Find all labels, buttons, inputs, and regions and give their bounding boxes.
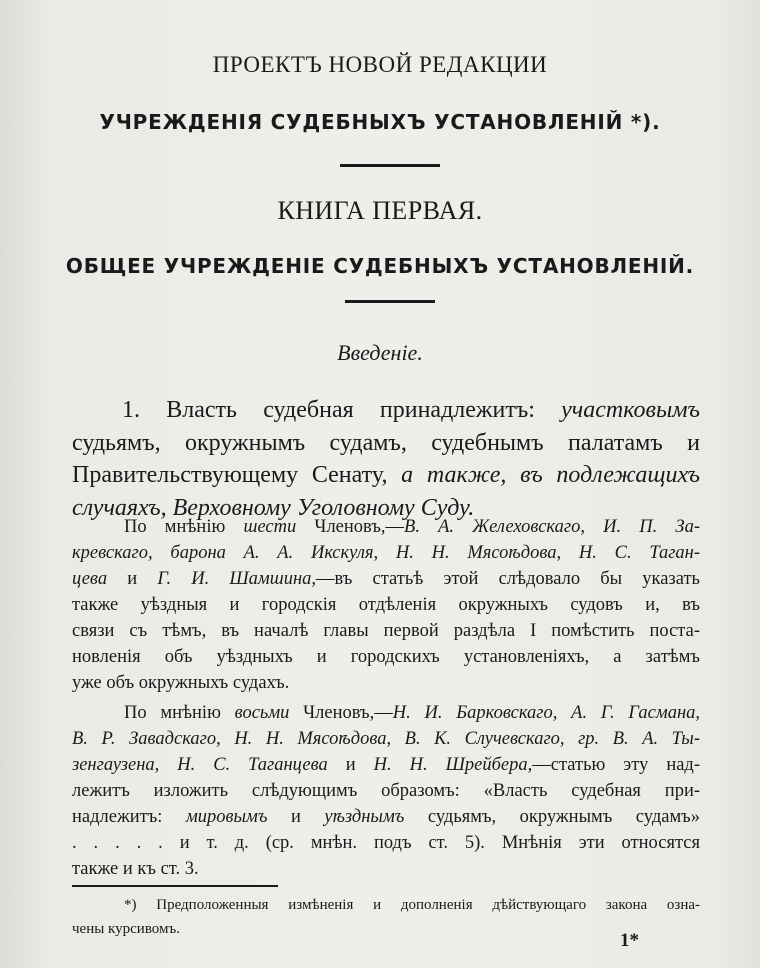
book-subtitle: ОБЩЕЕ УЧРЕЖДЕНІЕ СУДЕБНЫХЪ УСТАНОВЛЕНІЙ. [65, 254, 695, 278]
article-1 [72, 394, 700, 524]
opinion-paragraph-2 [72, 700, 700, 882]
article-line: случаяхъ, Верховному Уголовному Суду. [72, 494, 475, 521]
article-line: Правительствующему Сенату, а также, въ подлежащихъ [72, 462, 700, 488]
title-line-2: УЧРЕЖДЕНІЯ СУДЕБНЫХЪ УСТАНОВЛЕНІЙ *). [99, 110, 661, 134]
divider-rule [340, 164, 440, 167]
opinion-line: цева и Г. И. Шамшина,—въ статьѣ этой слѣдовало бы указать [72, 569, 700, 589]
article-line: 1. Власть судебная принадлежитъ: участковымъ [122, 397, 700, 423]
opinion-line: также и къ ст. 3. [72, 859, 199, 879]
page-number: 1* [620, 930, 639, 951]
footnote-line: чены курсивомъ. [72, 921, 181, 937]
divider-rule [345, 300, 435, 303]
opinion-line: зенгаузена, Н. С. Таганцева и Н. Н. Шрейбера,—статью эту над- [72, 755, 701, 775]
opinion-paragraph-1 [72, 514, 700, 696]
opinion-line: По мнѣнію шести Членовъ,—В. А. Желеховскаго, И. П. За- [124, 517, 701, 537]
title-line-1: ПРОЕКТЪ НОВОЙ РЕДАКЦИИ [212, 52, 548, 77]
article-line: судьямъ, окружнымъ судамъ, судебнымъ палатамъ и [72, 429, 700, 456]
book-title: КНИГА ПЕРВАЯ. [277, 196, 483, 225]
opinion-line: связи съ тѣмъ, въ началѣ главы первой раздѣла I помѣстить поста- [72, 621, 700, 641]
footnote [72, 893, 700, 941]
footnote-rule [72, 885, 278, 887]
footnote-line: *) Предположенныя измѣненія и дополненія дѣйствующаго закона озна- [124, 897, 700, 913]
opinion-line: кревскаго, барона А. А. Икскуля, Н. Н. Мясоѣдова, Н. С. Таган- [72, 543, 700, 563]
opinion-line: надлежитъ: мировымъ и уѣзднымъ судьямъ, окружнымъ судамъ» [72, 807, 700, 827]
opinion-line: уже объ окружныхъ судахъ. [72, 673, 290, 693]
opinion-line: также уѣздныя и городскія отдѣленія окружныхъ судовъ и, въ [72, 595, 700, 615]
opinion-line: По мнѣнію восьми Членовъ,—Н. И. Барковскаго, А. Г. Гасмана, [124, 703, 700, 723]
opinion-line: . . . . . и т. д. (ср. мнѣн. подъ ст. 5). Мнѣнія эти относятся [72, 833, 700, 853]
opinion-line: лежитъ изложить слѣдующимъ образомъ: «Власть судебная при- [72, 781, 700, 801]
section-title: Введеніе. [337, 340, 423, 365]
opinion-line: новленія объ уѣздныхъ и городскихъ установленіяхъ, а затѣмъ [72, 647, 700, 667]
opinion-line: В. Р. Завадскаго, Н. Н. Мясоѣдова, В. К. Случевскаго, гр. В. А. Ты- [72, 729, 700, 749]
